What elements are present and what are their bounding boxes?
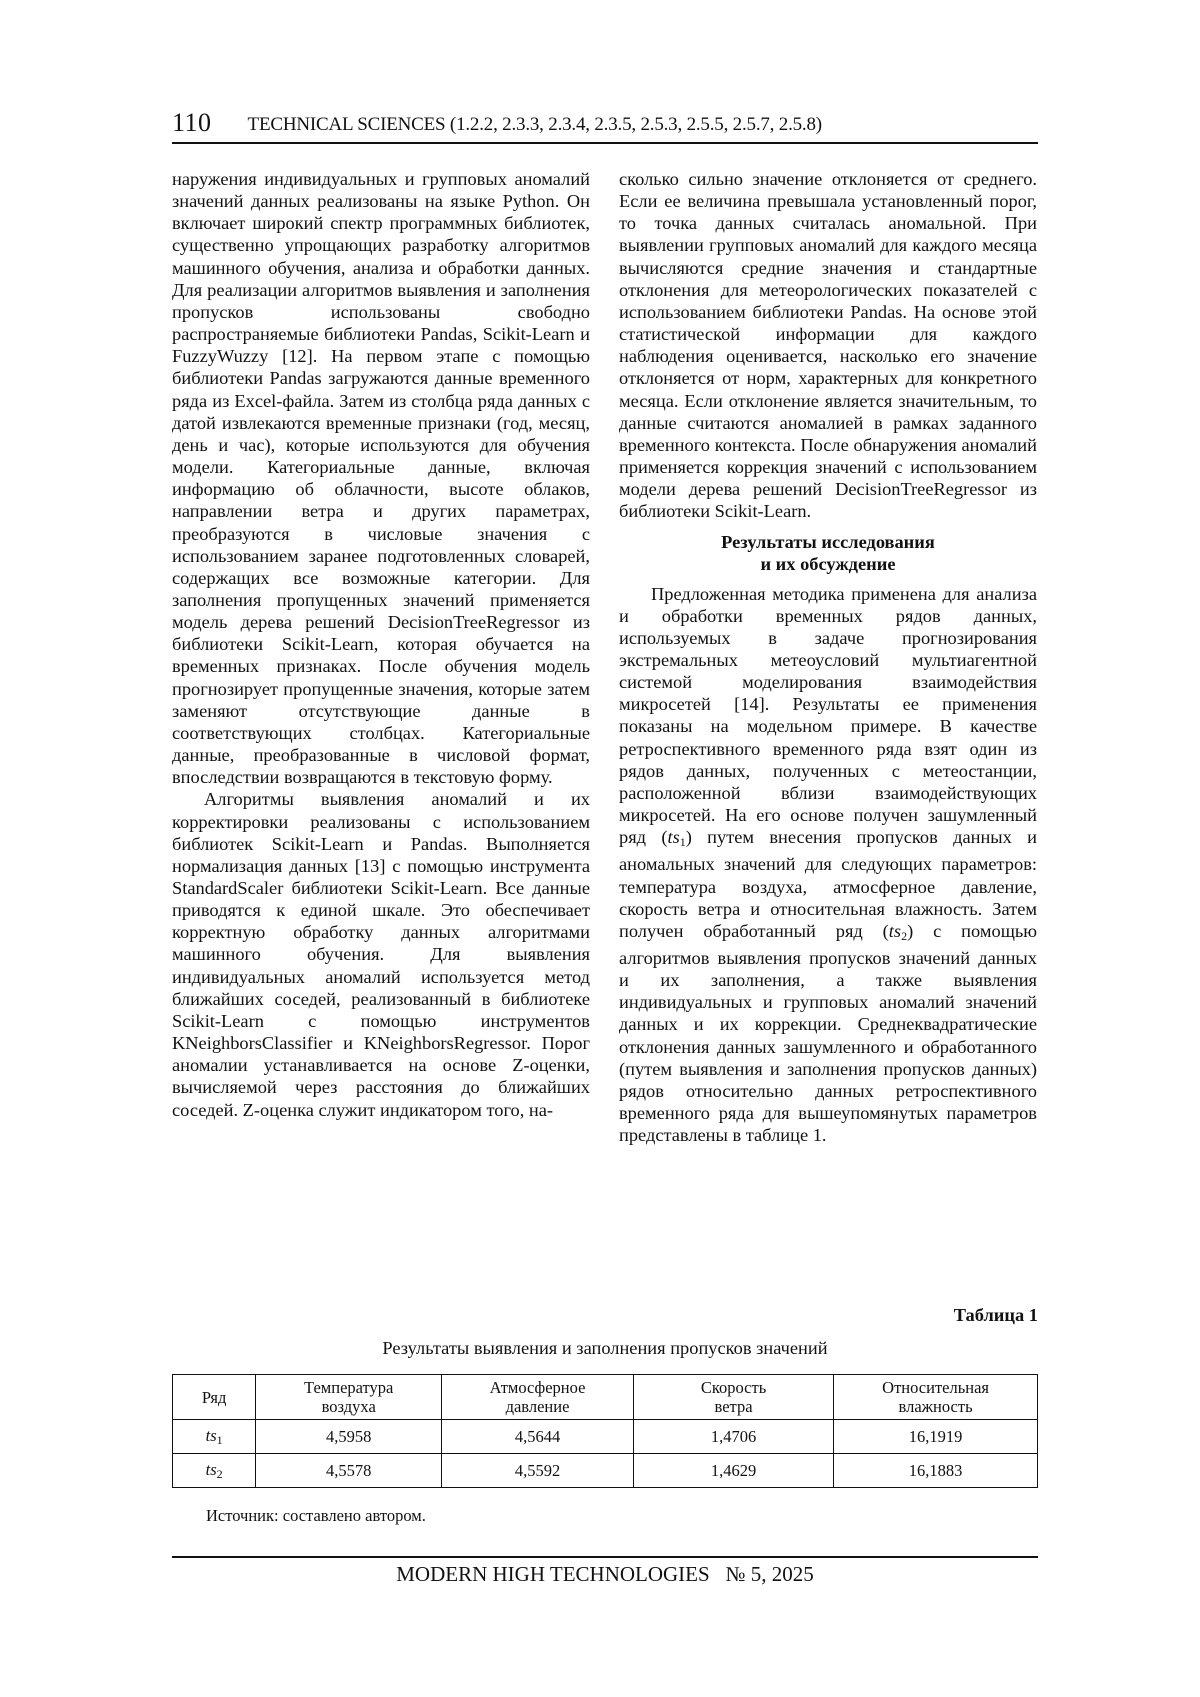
cell-wind: 1,4629 (633, 1454, 833, 1488)
left-paragraph-2: Алгоритмы выявления аномалий и их корректировки реализованы с использованием библиотек Scikit-Learn и Pandas. Выполняется нормализация данных [13] с помощью инструмента StandardScaler библиотеки Scikit-Learn. Все данные приводятся к единой шкале. Это обеспечивает корректную обработку данных алгоритмами машинного обучения. Для выявления индивидуальных аномалий используется метод ближайших соседей, реализованный в библиотеке Scikit-Learn с помощью инструментов KNeighborsClassifier и KNeighborsRegressor. Порог аномалии устанавливается на основе Z-оценки, вычисляемой через расстояния до ближайших соседей. Z-оценка служит индикатором того, на- (172, 789, 590, 1120)
left-column (172, 168, 590, 1121)
header-wind: Скорость ветра (633, 1375, 833, 1420)
results-text-b: ) путем внесения пропусков данных и аномальных значений для следующих параметров: температура воздуха, атмосферное давление, скорость ветра и относительная влажность. Затем получен обработанный ряд ( (619, 827, 1038, 941)
table-header-row (173, 1375, 1038, 1420)
section-title-line-1: Результаты исследования (721, 531, 935, 552)
section-title-line-2: и их обсуждение (760, 553, 896, 574)
cell-temperature: 4,5578 (256, 1454, 442, 1488)
cell-humidity: 16,1919 (834, 1420, 1038, 1454)
header-temperature: Температура воздуха (256, 1375, 442, 1420)
left-paragraph-1: наружения индивидуальных и групповых аномалий значений данных реализованы на языке Python. Он включает широкий спектр программных библиотек, существенно упрощающих разработку алгоритмов машинного обучения, анализа и обработки данных. Для реализации алгоритмов выявления и заполнения пропусков использованы свободно распространяемые библиотеки Pandas, Scikit-Learn и FuzzyWuzzy [12]. На первом этапе с помощью библиотеки Pandas загружаются данные временного ряда из Excel-файла. Затем из столбца ряда данных с датой извлекаются временные признаки (год, месяц, день и час), которые используются для обучения модели. Категориальные данные, включая информацию об облачности, высоте облаков, направлении ветра и других параметрах, преобразуются в числовые значения с использованием заранее подготовленных словарей, содержащих все возможные категории. Для заполнения пропущенных значений применяется модель дерева решений DecisionTreeRegressor из библиотеки Scikit-Learn, которая обучается на временных признаках. После обучения модель прогнозирует пропущенные значения, которые затем заменяют отсутствующие данные в соответствующих столбцах. Категориальные данные, преобразованные в числовой формат, впоследствии возвращаются в текстовую форму. (172, 169, 590, 788)
row-name: $ts_2$ (173, 1454, 256, 1488)
header-row: Ряд (173, 1375, 256, 1420)
journal-name: MODERN HIGH TECHNOLOGIES (396, 1562, 710, 1586)
table-row (173, 1454, 1038, 1488)
table-row (173, 1420, 1038, 1454)
ts2-symbol: $ts_2$ (888, 920, 908, 943)
row-name: $ts_1$ (173, 1420, 256, 1454)
header-pressure: Атмосферное давление (442, 1375, 634, 1420)
cell-temperature: 4,5958 (256, 1420, 442, 1454)
journal-section: TECHNICAL SCIENCES (1.2.2, 2.3.3, 2.3.4, 2.3.5, 2.5.3, 2.5.5, 2.5.7, 2.5.8) (247, 114, 822, 135)
right-paragraph-1: сколько сильно значение отклоняется от среднего. Если ее величина превышала установленный порог, то точка данных считалась аномальной. При выявлении групповых аномалий для каждого месяца вычисляются средние значения и стандартные отклонения для метеорологических показателей с использованием библиотеки Pandas. На основе этой статистической информации для каждого наблюдения оценивается, насколько его значение отклоняется от норм, характерных для конкретного месяца. Если отклонение является значительным, то данные считаются аномалией в рамках заданного временного контекста. После обнаружения аномалий применяется коррекция значений с использованием модели дерева решений DecisionTreeRegressor из библиотеки Scikit-Learn. (619, 169, 1037, 522)
ts1-symbol: $ts_1$ (667, 827, 686, 850)
section-title (619, 531, 1037, 575)
cell-pressure: 4,5644 (442, 1420, 634, 1454)
table-label: Таблица 1 (953, 1305, 1038, 1325)
page-number: 110 (172, 108, 212, 137)
results-paragraph (619, 583, 1037, 1147)
results-text-a: Предложенная методика применена для анализа и обработки временных рядов данных, используемых в задаче прогнозирования экстремальных метеоусловий мультиагентной системой моделирования взаимодействия микросетей [14]. Результаты ее применения показаны на модельном примере. В качестве ретроспективного временного ряда взят один из рядов данных, полученных с метеостанции, расположенной вблизи взаимодействующих микросетей. На его основе получен зашумленный ряд ( (619, 583, 1037, 848)
results-table (172, 1374, 1038, 1488)
table-source-note: Источник: составлено автором. (206, 1506, 426, 1525)
results-text-c: ) с помощью алгоритмов выявления пропусков значений данных и их заполнения, а также выявления индивидуальных и групповых аномалий значений данных и их коррекции. Среднеквадратические отклонения данных зашумленного и обработанного (путем выявления и заполнения пропусков данных) рядов относительно данных ретроспективного временного ряда для вышеупомянутых параметров представлены в таблице 1. (619, 920, 1037, 1146)
right-column (619, 168, 1037, 1146)
running-header (172, 106, 1038, 144)
header-humidity: Относительная влажность (834, 1375, 1038, 1420)
cell-wind: 1,4706 (633, 1420, 833, 1454)
journal-issue: № 5, 2025 (725, 1562, 814, 1586)
cell-humidity: 16,1883 (834, 1454, 1038, 1488)
running-footer (172, 1556, 1038, 1587)
cell-pressure: 4,5592 (442, 1454, 634, 1488)
table-caption: Результаты выявления и заполнения пропусков значений (382, 1338, 828, 1358)
